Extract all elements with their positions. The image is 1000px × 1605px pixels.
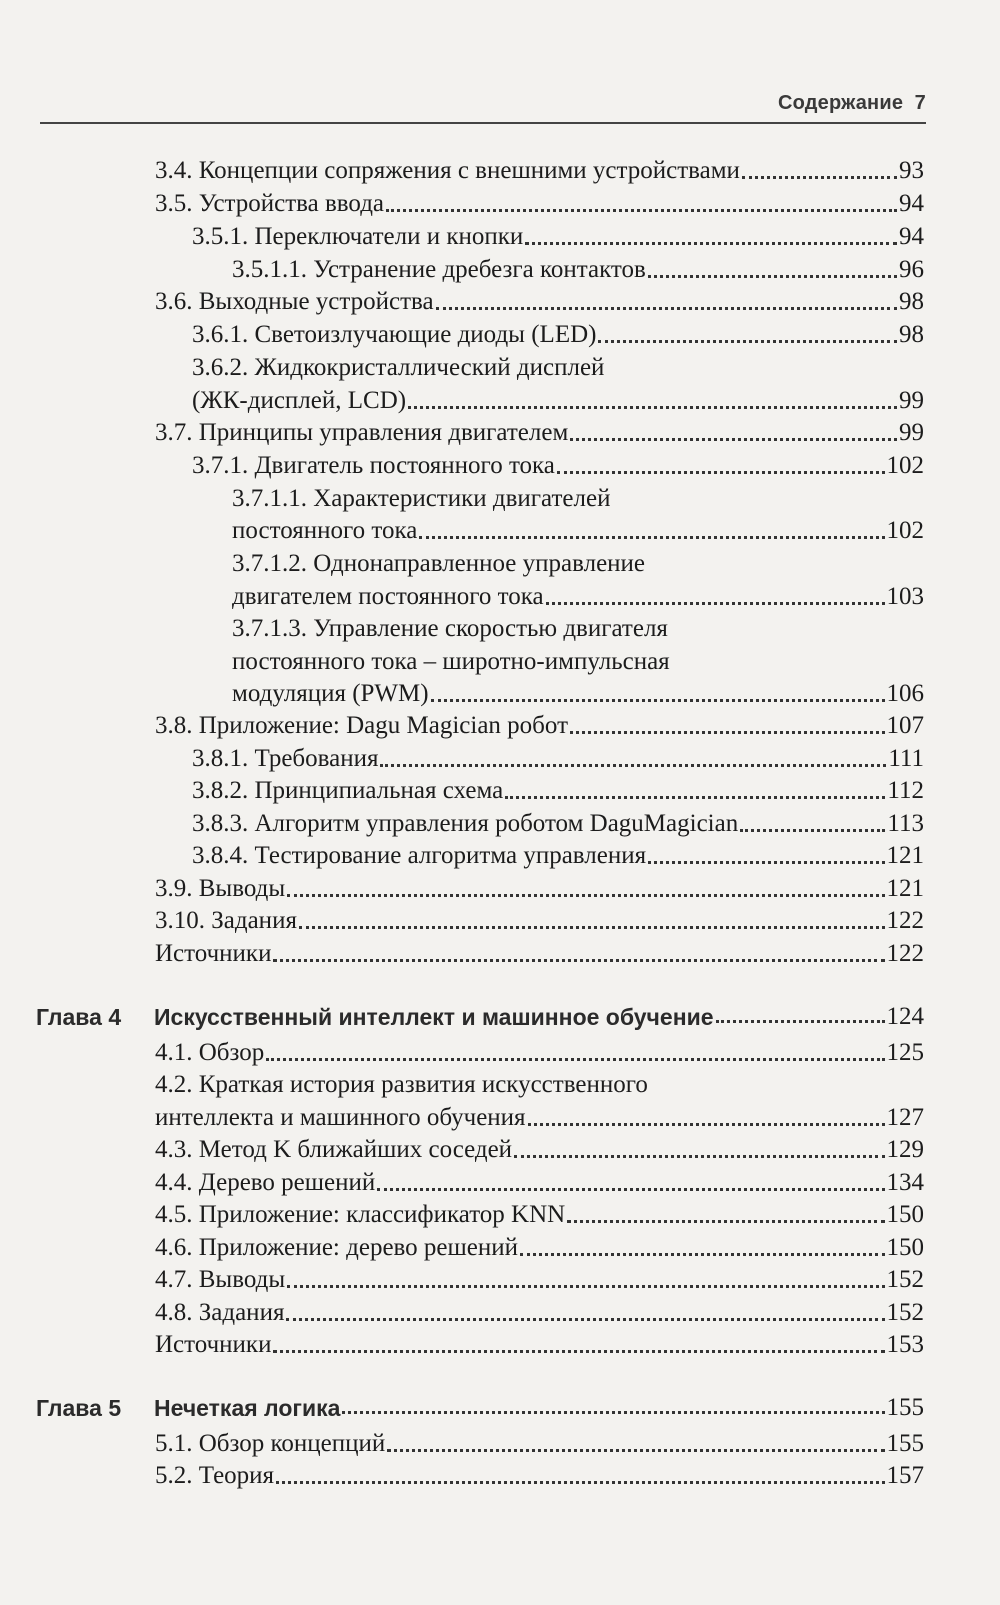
leader-dots bbox=[514, 1154, 884, 1158]
toc-entry-title: 3.6. Выходные устройства bbox=[155, 288, 434, 315]
toc-entry-page: 153 bbox=[886, 1331, 924, 1358]
toc-entry-title: 3.9. Выводы bbox=[155, 875, 286, 902]
toc-entry-title: 3.8.1. Требования bbox=[192, 745, 379, 772]
leader-dots bbox=[546, 601, 885, 605]
toc-entry-title: Источники bbox=[155, 1331, 272, 1358]
toc-entry[interactable] bbox=[155, 1459, 924, 1492]
toc-entry-title-line: постоянного тока – широтно-импульсная bbox=[232, 648, 670, 675]
toc-entry-page: 103 bbox=[886, 583, 924, 610]
toc-entry[interactable] bbox=[232, 514, 924, 547]
toc-entry[interactable] bbox=[155, 416, 924, 449]
toc-entry-title: постоянного тока bbox=[232, 517, 418, 544]
toc-entry-title: 5.1. Обзор концепций bbox=[155, 1430, 386, 1457]
toc-entry-page: 155 bbox=[886, 1430, 924, 1457]
toc-entry-title-line: 3.6.2. Жидкокристаллический дисплей bbox=[192, 354, 605, 381]
leader-dots bbox=[377, 1187, 884, 1191]
leader-dots bbox=[431, 698, 885, 702]
toc-entry-title: (ЖК-дисплей, LCD) bbox=[192, 387, 407, 414]
leader-dots bbox=[598, 339, 897, 343]
toc-entry-title: 3.8.4. Тестирование алгоритма управления bbox=[192, 842, 647, 869]
toc-entry-title: 3.5.1.1. Устранение дребезга контактов bbox=[232, 256, 646, 283]
toc-entry[interactable] bbox=[192, 449, 924, 482]
toc-entry[interactable] bbox=[155, 1198, 924, 1231]
toc-entry-title: 3.5.1. Переключатели и кнопки bbox=[192, 223, 524, 250]
toc-entry-title: 4.7. Выводы bbox=[155, 1266, 286, 1293]
leader-dots bbox=[436, 306, 897, 310]
toc-entry-title-line: 4.2. Краткая история развития искусственного bbox=[155, 1071, 648, 1098]
leader-dots bbox=[408, 405, 897, 409]
toc-entry-title-line: 3.7.1.1. Характеристики двигателей bbox=[232, 485, 611, 512]
toc-entry-page: 99 bbox=[899, 387, 924, 414]
toc-entry-title: 4.5. Приложение: классификатор KNN bbox=[155, 1201, 566, 1228]
chapter-number: Глава 5 bbox=[36, 1395, 122, 1421]
toc-entry-title: 3.10. Задания bbox=[155, 907, 297, 934]
leader-dots bbox=[740, 828, 885, 832]
leader-dots bbox=[266, 1057, 884, 1061]
toc-entry[interactable] bbox=[155, 1296, 924, 1329]
toc-entry[interactable] bbox=[192, 384, 924, 417]
leader-dots bbox=[273, 1349, 884, 1353]
toc-chapter-5[interactable] bbox=[36, 1386, 924, 1422]
toc-entry[interactable] bbox=[155, 872, 924, 905]
leader-dots bbox=[273, 958, 884, 962]
toc-entry-page: 107 bbox=[886, 712, 924, 739]
toc-entry[interactable] bbox=[155, 1263, 924, 1296]
leader-dots bbox=[380, 763, 886, 767]
toc-entry-title: 3.8. Приложение: Dagu Magician робот bbox=[155, 712, 569, 739]
toc-entry-page: 106 bbox=[886, 680, 924, 707]
toc-entry-page: 150 bbox=[886, 1201, 924, 1228]
toc-entry-title: интеллекта и машинного обучения bbox=[155, 1104, 526, 1131]
toc-entry[interactable] bbox=[192, 220, 924, 253]
leader-dots bbox=[648, 274, 897, 278]
toc-entry-title: 4.1. Обзор bbox=[155, 1039, 265, 1066]
toc-entry-title: 3.6.1. Светоизлучающие диоды (LED) bbox=[192, 321, 597, 348]
toc-entry-page: 98 bbox=[899, 321, 924, 348]
leader-dots bbox=[419, 535, 884, 539]
toc-entry-page: 121 bbox=[886, 842, 924, 869]
leader-dots bbox=[520, 1252, 884, 1256]
leader-dots bbox=[299, 925, 885, 929]
leader-dots bbox=[287, 893, 884, 897]
toc-entry-page: 134 bbox=[886, 1169, 924, 1196]
leader-dots bbox=[286, 1317, 884, 1321]
leader-dots bbox=[567, 1219, 884, 1223]
toc-chapter-4[interactable] bbox=[36, 995, 924, 1031]
toc-entry-title: 4.6. Приложение: дерево решений bbox=[155, 1234, 519, 1261]
toc-entry-page: 94 bbox=[899, 223, 924, 250]
chapter-number: Глава 4 bbox=[36, 1004, 122, 1030]
leader-dots bbox=[742, 175, 897, 179]
toc-entry-title: 3.8.3. Алгоритм управления роботом DaguMagician bbox=[192, 810, 739, 837]
toc-entry[interactable] bbox=[155, 154, 924, 187]
chapter-title: Нечеткая логика bbox=[154, 1395, 341, 1421]
chapter-title: Искусственный интеллект и машинное обучение bbox=[154, 1004, 714, 1030]
leader-dots bbox=[525, 241, 897, 245]
toc-entry-title: 5.2. Теория bbox=[155, 1462, 275, 1489]
leader-dots bbox=[716, 1019, 885, 1023]
toc-entry-page: 122 bbox=[886, 940, 924, 967]
toc-entry-page: 111 bbox=[888, 745, 924, 772]
toc-entry[interactable] bbox=[155, 937, 924, 970]
toc-entry[interactable] bbox=[155, 1231, 924, 1264]
toc-entry[interactable] bbox=[232, 253, 924, 286]
leader-dots bbox=[276, 1480, 884, 1484]
toc-entry-page: 152 bbox=[886, 1299, 924, 1326]
toc-entry-page: 125 bbox=[886, 1039, 924, 1066]
toc-entry-title: Источники bbox=[155, 940, 272, 967]
toc-entry[interactable] bbox=[192, 774, 924, 807]
toc-entry-page: 94 bbox=[899, 190, 924, 217]
chapter-page: 124 bbox=[886, 1003, 924, 1030]
toc-entry[interactable] bbox=[155, 1166, 924, 1199]
leader-dots bbox=[570, 437, 897, 441]
toc-entry-title-line: 3.7.1.2. Однонаправленное управление bbox=[232, 550, 646, 577]
header-title: Содержание 7 bbox=[777, 92, 926, 114]
toc-entry-page: 152 bbox=[886, 1266, 924, 1293]
toc-entry[interactable] bbox=[155, 187, 924, 220]
leader-dots bbox=[570, 730, 884, 734]
toc-entry-title: 4.8. Задания bbox=[155, 1299, 285, 1326]
toc-entry-title: 3.7. Принципы управления двигателем bbox=[155, 419, 569, 446]
toc-entry[interactable] bbox=[155, 709, 924, 742]
toc-entry[interactable] bbox=[155, 1328, 924, 1361]
toc-entry-page: 102 bbox=[886, 517, 924, 544]
toc-entry-title: 3.8.2. Принципиальная схема bbox=[192, 777, 504, 804]
toc-entry-title: 3.7.1. Двигатель постоянного тока bbox=[192, 452, 555, 479]
toc-entry-title: 3.5. Устройства ввода bbox=[155, 190, 385, 217]
toc-entry-title: 4.3. Метод K ближайших соседей bbox=[155, 1136, 513, 1163]
toc-entry-page: 96 bbox=[899, 256, 924, 283]
toc-entry[interactable] bbox=[232, 677, 924, 710]
toc-entry[interactable] bbox=[155, 904, 924, 937]
toc-entry-page: 113 bbox=[887, 810, 924, 837]
toc-entry-title: 3.4. Концепции сопряжения с внешними устройствами bbox=[155, 157, 740, 184]
toc-entry-page: 121 bbox=[886, 875, 924, 902]
toc-entry-title: двигателем постоянного тока bbox=[232, 583, 544, 610]
toc-entry-page: 157 bbox=[886, 1462, 924, 1489]
leader-dots bbox=[557, 470, 885, 474]
toc-entry[interactable] bbox=[192, 318, 924, 351]
toc-entry-page: 102 bbox=[886, 452, 924, 479]
toc-entry[interactable] bbox=[155, 1101, 924, 1134]
leader-dots bbox=[342, 1410, 884, 1414]
leader-dots bbox=[386, 208, 897, 212]
leader-dots bbox=[528, 1122, 885, 1126]
toc-entry-page: 122 bbox=[886, 907, 924, 934]
toc-entry-page: 99 bbox=[899, 419, 924, 446]
toc-entry[interactable] bbox=[155, 285, 924, 318]
leader-dots bbox=[387, 1448, 884, 1452]
toc-entry[interactable] bbox=[192, 807, 924, 840]
toc-entry-page: 127 bbox=[886, 1104, 924, 1131]
chapter-page: 155 bbox=[886, 1394, 924, 1421]
toc-entry-page: 98 bbox=[899, 288, 924, 315]
toc-entry-title: модуляция (PWM) bbox=[232, 680, 429, 707]
toc-entry[interactable] bbox=[155, 1036, 924, 1069]
toc-entry[interactable] bbox=[192, 839, 924, 872]
toc-entry[interactable] bbox=[192, 742, 924, 775]
toc-entry-page: 129 bbox=[886, 1136, 924, 1163]
toc-entry-title: 4.4. Дерево решений bbox=[155, 1169, 376, 1196]
toc-entry-page: 93 bbox=[899, 157, 924, 184]
leader-dots bbox=[648, 860, 884, 864]
toc-entry[interactable] bbox=[155, 1427, 924, 1460]
toc-entry-page: 150 bbox=[886, 1234, 924, 1261]
toc-entry[interactable] bbox=[232, 580, 924, 613]
toc-entry-title-line: 3.7.1.3. Управление скоростью двигателя bbox=[232, 615, 668, 642]
toc-entry[interactable] bbox=[155, 1133, 924, 1166]
toc-entry-page: 112 bbox=[887, 777, 924, 804]
leader-dots bbox=[287, 1284, 884, 1288]
leader-dots bbox=[505, 795, 885, 799]
